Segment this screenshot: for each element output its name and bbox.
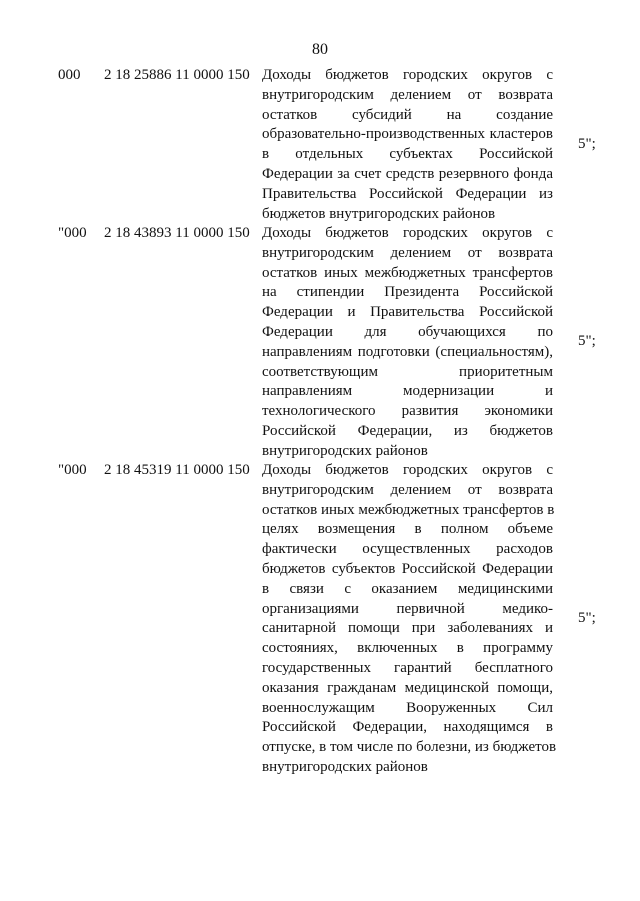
description-line: санитарной помощи при заболеваниях и <box>262 620 553 637</box>
normative-value: 5"; <box>578 333 596 349</box>
income-description <box>262 66 553 224</box>
description-line: фактически осуществленных расходов <box>262 541 553 558</box>
admin-code: "000 <box>58 462 87 478</box>
description-line: организациями первичной медико- <box>262 600 553 617</box>
description-line: Доходы бюджетов городских округов с <box>262 225 553 241</box>
description-line: внутригородским делением от возврата <box>262 86 553 103</box>
description-line: внутригородских районов <box>262 758 428 775</box>
budget-classification-code: 2 18 45319 11 0000 150 <box>104 462 250 478</box>
description-line: внутригородским делением от возврата <box>262 244 553 261</box>
description-line: оказания гражданам медицинской помощи, <box>262 679 553 696</box>
description-line: Доходы бюджетов городских округов с <box>262 462 553 478</box>
description-line: отпуске, в том числе по болезни, из бюджетов <box>262 739 557 756</box>
description-line: Федерации для обучающихся по <box>262 323 553 340</box>
description-line: состояниях, включенных в программу <box>262 640 553 657</box>
income-description <box>262 461 557 778</box>
description-line: остатков иных межбюджетных трансфертов в <box>262 501 555 518</box>
budget-classification-code: 2 18 25886 11 0000 150 <box>104 67 250 83</box>
page-number: 80 <box>312 41 328 58</box>
description-line: остатков субсидий на создание <box>262 106 553 123</box>
description-line: бюджетов субъектов Российской Федерации <box>262 560 553 577</box>
description-line: целях возмещения в полном объеме <box>262 521 553 538</box>
description-line: Правительства Российской Федерации из <box>262 185 553 202</box>
normative-value: 5"; <box>578 610 596 626</box>
description-line: соответствующим приоритетным <box>262 363 553 380</box>
description-line: направлениям подготовки (специальностям), <box>262 343 553 360</box>
description-line: бюджетов внутригородских районов <box>262 205 496 222</box>
description-line: в отдельных субъектах Российской <box>262 146 553 163</box>
income-description <box>262 224 553 462</box>
description-line: военнослужащим Вооруженных Сил <box>262 699 553 716</box>
description-line: на стипендии Президента Российской <box>262 284 553 301</box>
description-line: остатков иных межбюджетных трансфертов <box>262 264 553 281</box>
description-line: внутригородским делением от возврата <box>262 481 553 498</box>
description-line: Доходы бюджетов городских округов с <box>262 67 553 83</box>
admin-code: "000 <box>58 225 87 241</box>
description-line: Российской Федерации, находящимся в <box>262 719 553 736</box>
description-line: внутригородских районов <box>262 442 428 459</box>
normative-value: 5"; <box>578 136 596 152</box>
description-line: направлениям модернизации и <box>262 383 553 400</box>
description-line: технологического развития экономики <box>262 403 553 420</box>
description-line: Российской Федерации, из бюджетов <box>262 422 553 439</box>
admin-code: 000 <box>58 67 81 83</box>
description-line: Федерации и Правительства Российской <box>262 304 553 321</box>
description-line: образовательно-производственных кластеров <box>262 126 553 143</box>
description-line: государственных гарантий бесплатного <box>262 659 553 676</box>
description-line: в связи с оказанием медицинскими <box>262 580 553 597</box>
description-line: Федерации за счет средств резервного фонда <box>262 165 553 182</box>
budget-classification-code: 2 18 43893 11 0000 150 <box>104 225 250 241</box>
